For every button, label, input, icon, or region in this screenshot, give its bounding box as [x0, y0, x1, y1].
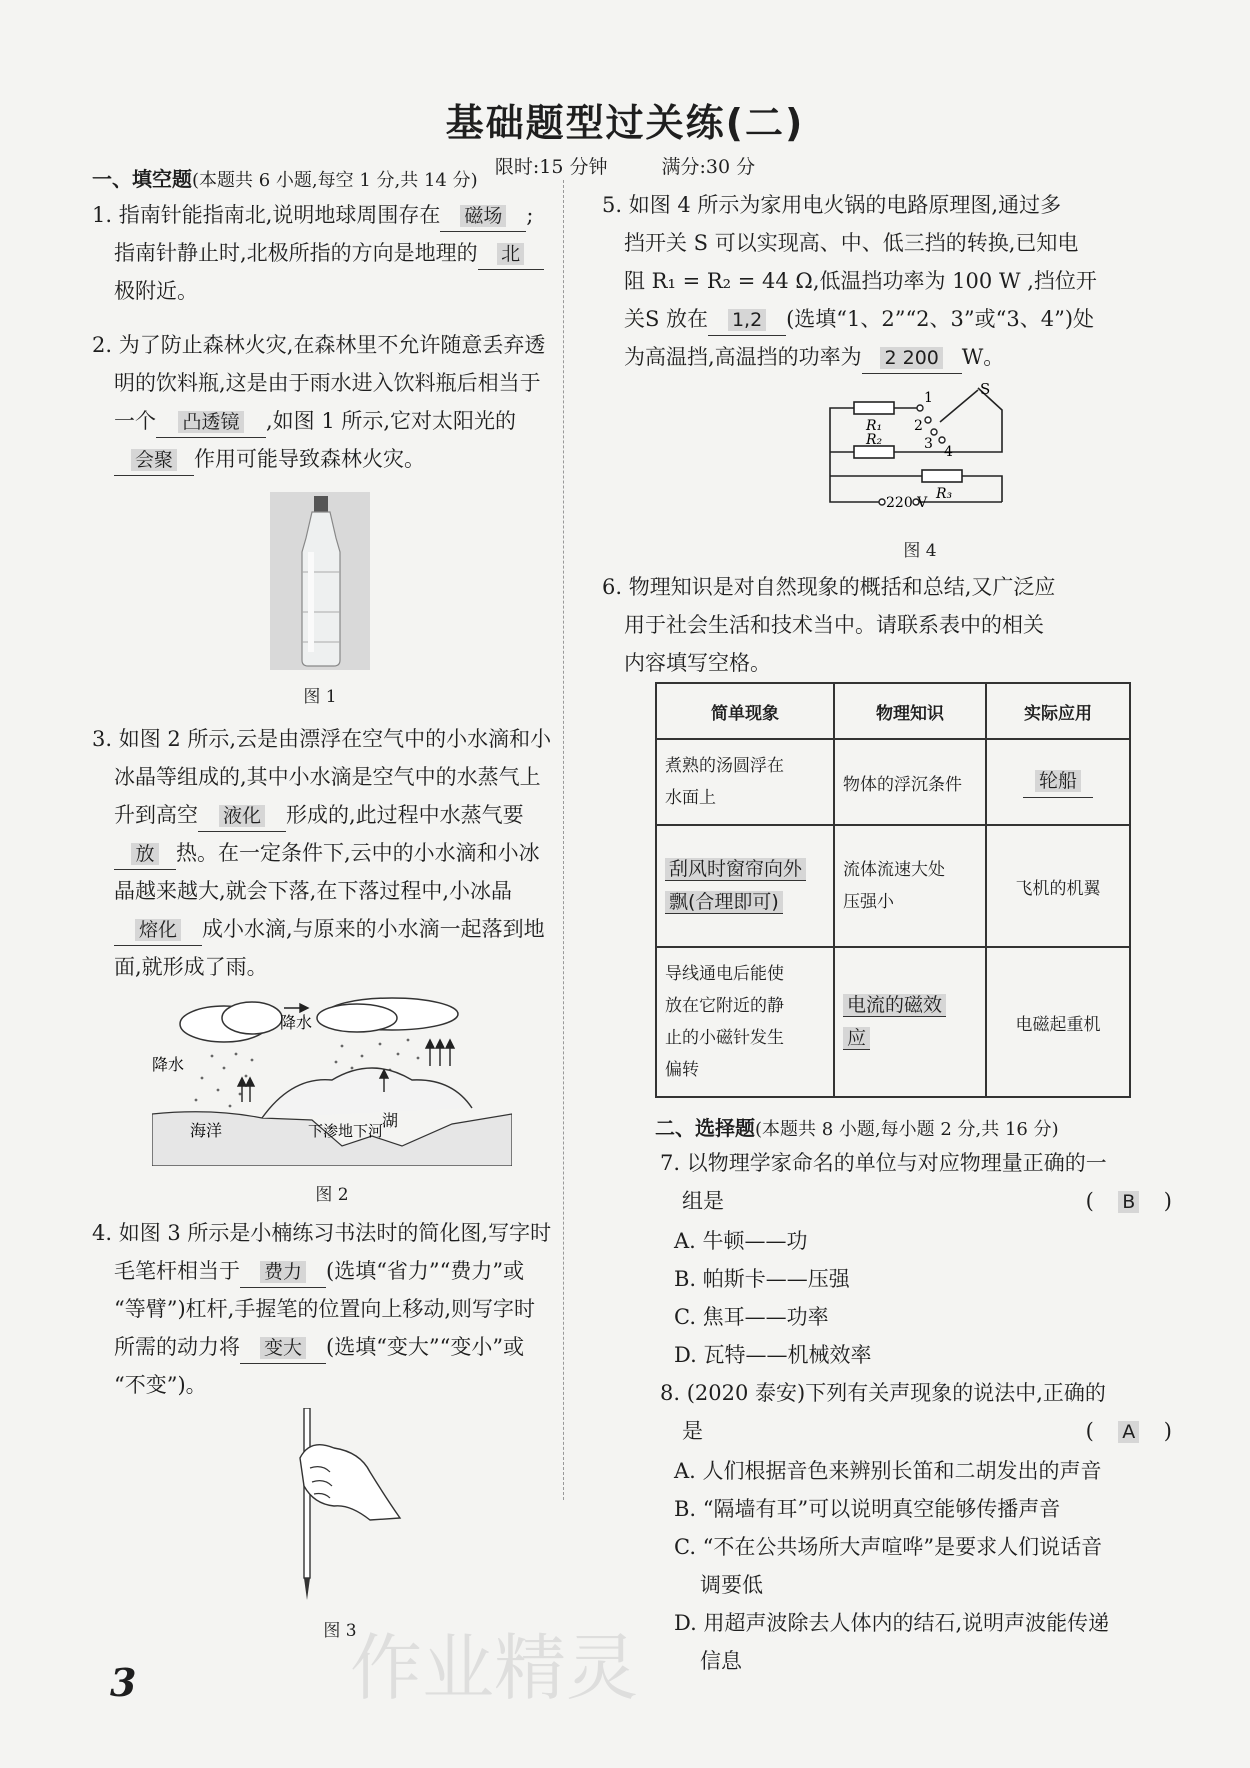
circuit-label-r1: R₁ [866, 418, 883, 434]
q3-line4: 放 热。在一定条件下,云中的小水滴和小冰 [114, 834, 540, 872]
q7-option-b: B. 帕斯卡——压强 [674, 1267, 850, 1291]
circuit-label-2: 2 [914, 418, 923, 434]
figure-3-caption: 图 3 [323, 1621, 357, 1641]
q1-line1: 1. 指南针能指南北,说明地球周围存在 磁场 ; [92, 196, 533, 234]
q7-line1: 7. 以物理学家命名的单位与对应物理量正确的一 [660, 1151, 1107, 1175]
q3-answer-3: 熔化 [135, 919, 181, 941]
q8-line2: 是 ( A ) [682, 1419, 1172, 1443]
q8-option-b: B. “隔墙有耳”可以说明真空能够传播声音 [674, 1497, 1061, 1521]
column-divider [563, 180, 564, 1500]
table-cell: 煮熟的汤圆浮在 水面上 [656, 739, 834, 825]
q7-option-a: A. 牛顿——功 [674, 1229, 808, 1253]
figure-2-caption: 图 2 [315, 1185, 349, 1205]
q6-answer-2a: 刮风时窗帘向外 [665, 858, 806, 881]
q8-option-a: A. 人们根据音色来辨别长笛和二胡发出的声音 [674, 1459, 1102, 1483]
q5-answer-2: 2 200 [880, 347, 942, 369]
q8-option-d-line2: 信息 [700, 1649, 742, 1673]
q3-line7: 面,就形成了雨。 [114, 955, 268, 979]
q7-option-d: D. 瓦特——机械效率 [674, 1343, 872, 1367]
fig2-label-ocean: 海洋 [190, 1121, 223, 1140]
fig2-label-rain-1: 降水 [152, 1055, 185, 1074]
table-cell: 物体的浮沉条件 [834, 739, 986, 825]
q8-line1: 8. (2020 泰安)下列有关声现象的说法中,正确的 [660, 1381, 1106, 1405]
table-cell [656, 825, 834, 947]
table-cell [986, 739, 1130, 825]
q6-table [655, 682, 1131, 1098]
q4-line1: 4. 如图 3 所示是小楠练习书法时的简化图,写字时 [92, 1221, 552, 1245]
circuit-label-r2: R₂ [866, 432, 883, 448]
table-row [656, 825, 1130, 947]
q4-line5: “不变”)。 [114, 1373, 207, 1397]
q6-line3: 内容填写空格。 [624, 651, 771, 675]
q3-answer-1: 液化 [219, 805, 265, 827]
circuit-label-voltage: 220 V [886, 495, 928, 511]
figure-2-water-cycle [152, 996, 512, 1166]
section-1-heading: 一、填空题(本题共 6 小题,每空 1 分,共 14 分) [92, 167, 478, 191]
q6-table-wrapper [655, 682, 1131, 1098]
q3-line1: 3. 如图 2 所示,云是由漂浮在空气中的小水滴和小 [92, 727, 552, 751]
table-header-row [656, 683, 1130, 739]
q2-line4: 会聚 作用可能导致森林火灾。 [114, 440, 425, 478]
page-number: 3 [110, 1660, 137, 1705]
fig2-label-lake: 湖 [382, 1111, 399, 1130]
page-title: 基础题型过关练(二) [445, 101, 805, 145]
q2-line2: 明的饮料瓶,这是由于雨水进入饮料瓶后相当于 [114, 371, 541, 395]
q1-line2: 指南针静止时,北极所指的方向是地理的 北 [114, 234, 544, 272]
figure-4-caption: 图 4 [903, 541, 937, 561]
table-row [656, 739, 1130, 825]
q8-option-d-line1: D. 用超声波除去人体内的结石,说明声波能传递 [674, 1611, 1110, 1635]
q4-answer-1: 费力 [260, 1261, 306, 1283]
table-header: 简单现象 [656, 683, 834, 739]
q4-answer-2: 变大 [260, 1337, 306, 1359]
figure-1-caption: 图 1 [303, 687, 337, 707]
q6-answer-2b: 飘(合理即可) [665, 891, 783, 914]
q3-line5: 晶越来越大,就会下落,在下落过程中,小冰晶 [114, 879, 513, 903]
q4-line3: “等臂”)杠杆,手握笔的位置向上移动,则写字时 [114, 1297, 536, 1321]
q8-answer: A [1118, 1421, 1139, 1443]
q1-answer-2: 北 [497, 243, 524, 265]
q6-line1: 6. 物理知识是对自然现象的概括和总结,又广泛应 [602, 575, 1056, 599]
table-header: 物理知识 [834, 683, 986, 739]
figure-3-brush [290, 1408, 410, 1608]
q5-line2: 挡开关 S 可以实现高、中、低三挡的转换,已知电 [624, 231, 1079, 255]
q5-answer-1: 1,2 [728, 309, 766, 331]
section-2-heading: 二、选择题(本题共 8 小题,每小题 2 分,共 16 分) [655, 1116, 1059, 1140]
time-limit: 限时:15 分钟 [494, 156, 608, 178]
q4-line2: 毛笔杆相当于 费力 (选填“省力”“费力”或 [114, 1252, 524, 1290]
q8-option-c-line2: 调要低 [700, 1573, 763, 1597]
q6-answer-1: 轮船 [1035, 770, 1081, 792]
q5-line1: 5. 如图 4 所示为家用电火锅的电路原理图,通过多 [602, 193, 1062, 217]
q3-answer-2: 放 [131, 843, 158, 865]
q2-answer-2: 会聚 [131, 449, 177, 471]
circuit-label-r3: R₃ [936, 486, 953, 502]
figure-4-circuit [820, 380, 1020, 520]
full-score: 满分:30 分 [661, 156, 756, 178]
fig2-label-underground: 下渗地下河 [308, 1122, 384, 1140]
circuit-label-s: S [980, 380, 991, 398]
table-cell: 流体流速大处 压强小 [834, 825, 986, 947]
q3-line2: 冰晶等组成的,其中小水滴是空气中的水蒸气上 [114, 765, 541, 789]
q7-line2: 组是 ( B ) [682, 1189, 1172, 1213]
q2-answer-1: 凸透镜 [178, 411, 243, 433]
circuit-label-1: 1 [924, 390, 933, 406]
watermark: 作业精灵 [350, 1626, 639, 1710]
q7-option-c: C. 焦耳——功率 [674, 1305, 829, 1329]
q3-line3: 升到高空 液化 形成的,此过程中水蒸气要 [114, 796, 524, 834]
table-cell: 飞机的机翼 [986, 825, 1130, 947]
table-cell [834, 947, 986, 1097]
q2-line1: 2. 为了防止森林火灾,在森林里不允许随意丢弃透 [92, 333, 546, 357]
circuit-label-4: 4 [944, 444, 953, 460]
q3-line6: 熔化 成小水滴,与原来的小水滴一起落到地 [114, 910, 545, 948]
q6-answer-3a: 电流的磁效 [843, 994, 946, 1017]
table-header: 实际应用 [986, 683, 1130, 739]
table-row [656, 947, 1130, 1097]
q1-line3: 极附近。 [114, 279, 198, 303]
table-cell: 导线通电后能使 放在它附近的静 止的小磁针发生 偏转 [656, 947, 834, 1097]
q8-option-c-line1: C. “不在公共场所大声喧哗”是要求人们说话音 [674, 1535, 1103, 1559]
q5-line5: 为高温挡,高温挡的功率为 2 200 W。 [624, 338, 1004, 376]
table-cell: 电磁起重机 [986, 947, 1130, 1097]
q4-line4: 所需的动力将 变大 (选填“变大”“变小”或 [114, 1328, 524, 1366]
q7-answer: B [1118, 1191, 1139, 1213]
q5-line3: 阻 R₁ = R₂ = 44 Ω,低温挡功率为 100 W ,挡位开 [624, 269, 1097, 293]
q6-line2: 用于社会生活和技术当中。请联系表中的相关 [624, 613, 1044, 637]
circuit-label-3: 3 [924, 436, 933, 452]
q5-line4: 关S 放在 1,2 (选填“1、2”“2、3”或“3、4”)处 [624, 300, 1094, 338]
q2-line3: 一个 凸透镜 ,如图 1 所示,它对太阳光的 [114, 402, 516, 440]
q6-answer-3b: 应 [843, 1027, 870, 1050]
figure-1-bottle [270, 492, 370, 670]
q1-answer-1: 磁场 [460, 205, 506, 227]
fig2-label-rain-2: 降水 [280, 1013, 313, 1032]
